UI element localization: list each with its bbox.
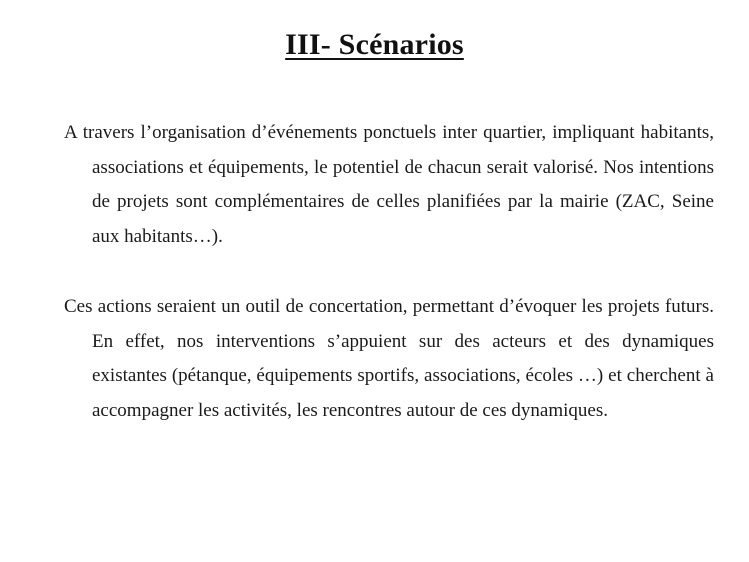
paragraph-actions: Ces actions seraient un outil de concertation, permettant d’évoquer les projets futurs. En effet, nos interventions s’appuient sur des acteurs et des dynamiques existantes (pétanque, équipements sportifs, associations, écoles …) et cherchent à accompagner les activités, les rencontres autour de ces dynamiques. [64,296,714,421]
paragraph-events: A travers l’organisation d’événements ponctuels inter quartier, impliquant habitants, associations et équipements, le potentiel de chacun serait valorisé. Nos intentions de projets sont complémentaires de celles planifiées par la mairie (ZAC, Seine aux habitants…). [64,122,714,247]
slide-title: III- Scénarios [285,28,464,61]
